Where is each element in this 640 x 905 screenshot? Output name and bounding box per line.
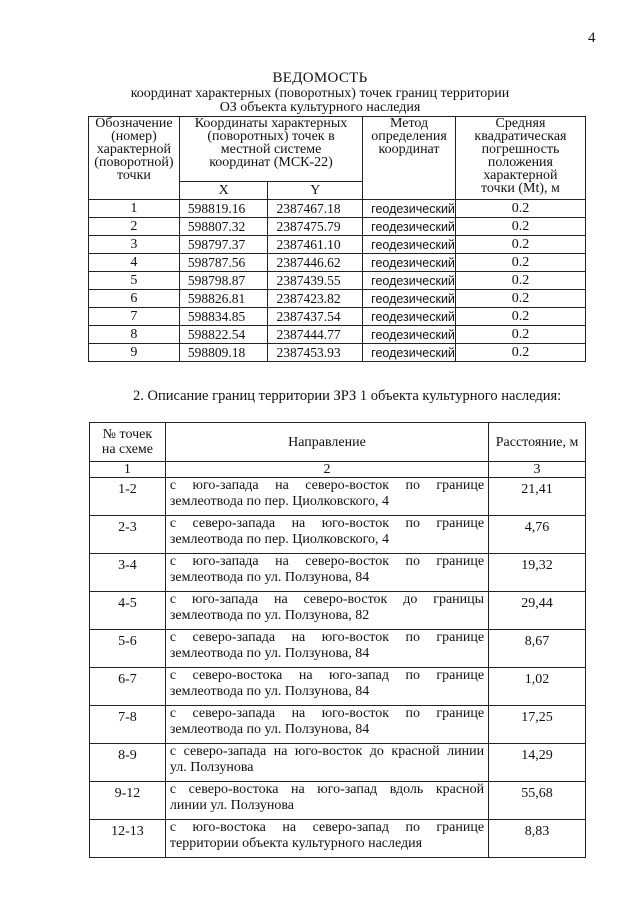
direction-cell: с северо-запада на юго-восток до красной линии ул. Ползунова bbox=[165, 744, 488, 782]
method-cell: геодезический bbox=[363, 344, 456, 362]
y-coordinate-cell: 2387446.62 bbox=[268, 254, 363, 272]
table-row bbox=[90, 820, 586, 858]
y-coordinate-cell: 2387437.54 bbox=[268, 308, 363, 326]
y-coordinate-cell: 2387475.79 bbox=[268, 218, 363, 236]
point-number-cell: 3 bbox=[89, 236, 180, 254]
direction-cell: с юго-запада на северо-восток до границы землеотвода по ул. Ползунова, 82 bbox=[165, 592, 488, 630]
segment-points-cell: 12-13 bbox=[90, 820, 166, 858]
direction-cell: с юго-запада на северо-восток по границе землеотвода по пер. Циолковского, 4 bbox=[165, 478, 488, 516]
distance-cell: 55,68 bbox=[489, 782, 586, 820]
header-method: Метод определения координат bbox=[363, 117, 456, 200]
document-subtitle-line-2: ОЗ объекта культурного наследия bbox=[219, 100, 421, 115]
segment-points-cell: 3-4 bbox=[90, 554, 166, 592]
distance-cell: 14,29 bbox=[489, 744, 586, 782]
distance-cell: 17,25 bbox=[489, 706, 586, 744]
y-coordinate-cell: 2387453.93 bbox=[268, 344, 363, 362]
method-cell: геодезический bbox=[363, 254, 456, 272]
header-direction: Направление bbox=[165, 423, 488, 462]
y-coordinate-cell: 2387444.77 bbox=[268, 326, 363, 344]
direction-cell: с северо-востока на юго-запад вдоль красной линии ул. Ползунова bbox=[165, 782, 488, 820]
header-designation: Обозначение (номер) характерной (поворотной) точки bbox=[89, 117, 180, 200]
section-2-title: 2. Описание границ территории ЗРЗ 1 объекта культурного наследия: bbox=[133, 388, 562, 404]
y-coordinate-cell: 2387423.82 bbox=[268, 290, 363, 308]
method-cell: геодезический bbox=[363, 218, 456, 236]
y-coordinate-cell: 2387461.10 bbox=[268, 236, 363, 254]
table-row bbox=[89, 344, 586, 362]
direction-cell: с северо-востока на юго-запад по границе землеотвода по ул. Ползунова, 84 bbox=[165, 668, 488, 706]
segment-points-cell: 2-3 bbox=[90, 516, 166, 554]
method-cell: геодезический bbox=[363, 290, 456, 308]
boundary-description-table bbox=[89, 422, 586, 858]
method-cell: геодезический bbox=[363, 236, 456, 254]
table-row bbox=[90, 744, 586, 782]
point-number-cell: 4 bbox=[89, 254, 180, 272]
table-row bbox=[90, 592, 586, 630]
x-coordinate-cell: 598787.56 bbox=[179, 254, 268, 272]
direction-cell: с северо-запада на юго-восток по границе землеотвода по пер. Циолковского, 4 bbox=[165, 516, 488, 554]
segment-points-cell: 5-6 bbox=[90, 630, 166, 668]
point-number-cell: 1 bbox=[89, 200, 180, 218]
column-index: 3 bbox=[489, 462, 586, 478]
x-coordinate-cell: 598822.54 bbox=[179, 326, 268, 344]
table-row bbox=[89, 326, 586, 344]
table-row bbox=[89, 254, 586, 272]
segment-points-cell: 4-5 bbox=[90, 592, 166, 630]
direction-cell: с юго-запада на северо-восток по границе землеотвода по ул. Ползунова, 84 bbox=[165, 554, 488, 592]
segment-points-cell: 1-2 bbox=[90, 478, 166, 516]
table-row bbox=[89, 308, 586, 326]
distance-cell: 1,02 bbox=[489, 668, 586, 706]
error-cell: 0.2 bbox=[455, 254, 585, 272]
error-cell: 0.2 bbox=[455, 236, 585, 254]
direction-cell: с северо-запада на юго-восток по границе землеотвода по ул. Ползунова, 84 bbox=[165, 630, 488, 668]
method-cell: геодезический bbox=[363, 308, 456, 326]
x-coordinate-cell: 598819.16 bbox=[179, 200, 268, 218]
distance-cell: 8,83 bbox=[489, 820, 586, 858]
table-row bbox=[89, 290, 586, 308]
table-row bbox=[89, 218, 586, 236]
point-number-cell: 2 bbox=[89, 218, 180, 236]
point-number-cell: 5 bbox=[89, 272, 180, 290]
error-cell: 0.2 bbox=[455, 308, 585, 326]
column-index: 2 bbox=[165, 462, 488, 478]
table-row bbox=[90, 478, 586, 516]
point-number-cell: 9 bbox=[89, 344, 180, 362]
x-coordinate-cell: 598826.81 bbox=[179, 290, 268, 308]
segment-points-cell: 6-7 bbox=[90, 668, 166, 706]
error-cell: 0.2 bbox=[455, 326, 585, 344]
direction-cell: с северо-запада на юго-восток по границе землеотвода по ул. Ползунова, 84 bbox=[165, 706, 488, 744]
table-row bbox=[90, 668, 586, 706]
table-row bbox=[90, 630, 586, 668]
point-number-cell: 8 bbox=[89, 326, 180, 344]
x-coordinate-cell: 598798.87 bbox=[179, 272, 268, 290]
x-coordinate-cell: 598834.85 bbox=[179, 308, 268, 326]
page-number: 4 bbox=[588, 30, 596, 46]
error-cell: 0.2 bbox=[455, 272, 585, 290]
x-coordinate-cell: 598809.18 bbox=[179, 344, 268, 362]
segment-points-cell: 8-9 bbox=[90, 744, 166, 782]
header-points: № точек на схеме bbox=[90, 423, 166, 462]
table-row bbox=[89, 200, 586, 218]
segment-points-cell: 7-8 bbox=[90, 706, 166, 744]
table-row bbox=[90, 782, 586, 820]
direction-cell: с юго-востока на северо-запад по границе территории объекта культурного наследия bbox=[165, 820, 488, 858]
coordinates-table bbox=[88, 116, 586, 362]
distance-cell: 19,32 bbox=[489, 554, 586, 592]
header-distance: Расстояние, м bbox=[489, 423, 586, 462]
error-cell: 0.2 bbox=[455, 290, 585, 308]
distance-cell: 29,44 bbox=[489, 592, 586, 630]
distance-cell: 21,41 bbox=[489, 478, 586, 516]
header-coordinates: Координаты характерных (поворотных) точек в местной системе координат (МСК-22) bbox=[179, 117, 362, 182]
document-title: ВЕДОМОСТЬ bbox=[272, 70, 368, 86]
point-number-cell: 6 bbox=[89, 290, 180, 308]
x-coordinate-cell: 598807.32 bbox=[179, 218, 268, 236]
header-y: Y bbox=[268, 182, 363, 200]
error-cell: 0.2 bbox=[455, 344, 585, 362]
table-row bbox=[89, 272, 586, 290]
method-cell: геодезический bbox=[363, 326, 456, 344]
error-cell: 0.2 bbox=[455, 200, 585, 218]
method-cell: геодезический bbox=[363, 272, 456, 290]
header-error: Средняя квадратическая погрешность положения характерной точки (Mt), м bbox=[455, 117, 585, 200]
header-x: X bbox=[179, 182, 268, 200]
table-row bbox=[90, 516, 586, 554]
x-coordinate-cell: 598797.37 bbox=[179, 236, 268, 254]
distance-cell: 4,76 bbox=[489, 516, 586, 554]
y-coordinate-cell: 2387439.55 bbox=[268, 272, 363, 290]
table-row bbox=[89, 236, 586, 254]
column-index: 1 bbox=[90, 462, 166, 478]
table-row bbox=[90, 554, 586, 592]
point-number-cell: 7 bbox=[89, 308, 180, 326]
distance-cell: 8,67 bbox=[489, 630, 586, 668]
method-cell: геодезический bbox=[363, 200, 456, 218]
segment-points-cell: 9-12 bbox=[90, 782, 166, 820]
error-cell: 0.2 bbox=[455, 218, 585, 236]
y-coordinate-cell: 2387467.18 bbox=[268, 200, 363, 218]
table-row bbox=[90, 706, 586, 744]
document-subtitle-line-1: координат характерных (поворотных) точек границ территории bbox=[130, 86, 510, 101]
